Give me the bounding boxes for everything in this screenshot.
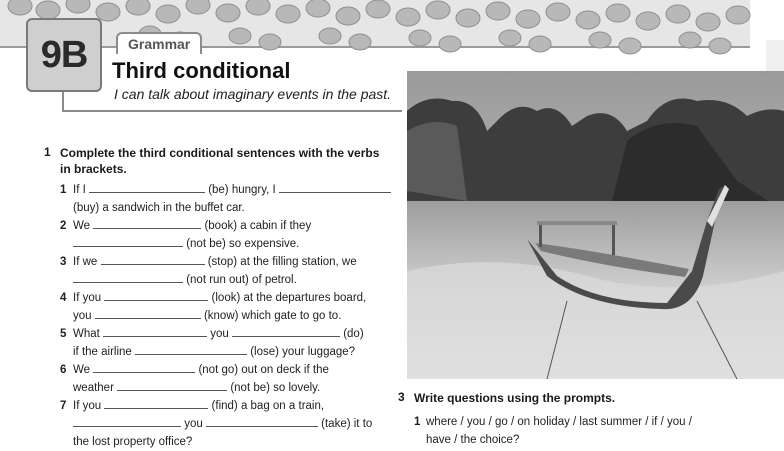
item-2-line-1 <box>73 217 311 235</box>
answer-blank[interactable] <box>73 272 183 283</box>
page-subtitle: I can talk about imaginary events in the past. <box>114 86 392 102</box>
item-number: 4 <box>60 292 67 304</box>
item-4-line-2 <box>73 307 341 325</box>
item-text: you <box>184 418 203 430</box>
item-1-line-2: (buy) a sandwich in the buffet car. <box>73 202 245 214</box>
item-1-line-1 <box>73 181 391 199</box>
answer-blank[interactable] <box>73 236 183 247</box>
item-7-line-3: the lost property office? <box>73 436 193 448</box>
item-text: If you <box>73 292 102 304</box>
item-text: (find) a bag on a train, <box>211 400 325 412</box>
item-text: If I <box>73 184 86 196</box>
answer-blank[interactable] <box>103 326 207 337</box>
page-title: Third conditional <box>112 58 291 83</box>
item-text: (book) a cabin if they <box>204 220 312 232</box>
answer-blank[interactable] <box>279 182 391 193</box>
item-text: (look) at the departures board, <box>211 292 367 304</box>
item-2-line-2 <box>73 235 299 253</box>
exercise-1-number: 1 <box>44 145 51 159</box>
answer-blank[interactable] <box>104 398 208 409</box>
item-number: 7 <box>60 400 67 412</box>
section-tab: Grammar <box>116 32 202 54</box>
item-text: We <box>73 364 91 376</box>
item-text: What <box>73 328 100 340</box>
answer-blank[interactable] <box>73 416 181 427</box>
item-6-line-2 <box>73 379 320 397</box>
item-text: If you <box>73 400 102 412</box>
item-text: If we <box>73 256 98 268</box>
item-number: 2 <box>60 220 67 232</box>
answer-blank[interactable] <box>117 380 227 391</box>
item-7-line-1 <box>73 397 324 415</box>
item-text: you <box>73 310 92 322</box>
title-rule-horizontal <box>62 110 402 112</box>
item-3-line-2 <box>73 271 297 289</box>
answer-blank[interactable] <box>135 344 247 355</box>
item-3-line-1 <box>73 253 357 271</box>
item-text: (take) it to <box>321 418 373 430</box>
item-text: (not run out) of petrol. <box>186 274 297 286</box>
item-number: 6 <box>60 364 67 376</box>
item-text: you <box>210 328 229 340</box>
item-text: (not be) so expensive. <box>186 238 300 250</box>
answer-blank[interactable] <box>206 416 318 427</box>
item-number: 1 <box>60 184 67 196</box>
item-text: weather <box>73 382 114 394</box>
ex3-item-1-line-1: where / you / go / on holiday / last summer / if / you / <box>426 416 692 428</box>
item-text: (know) which gate to go to. <box>203 310 342 322</box>
exercise-3-number: 3 <box>398 390 405 404</box>
item-text: (be) hungry, I <box>208 184 276 196</box>
answer-blank[interactable] <box>232 326 340 337</box>
answer-blank[interactable] <box>101 254 205 265</box>
item-text: (lose) your luggage? <box>250 346 356 358</box>
unit-badge: 9B <box>26 18 102 92</box>
item-7-line-2 <box>73 415 372 433</box>
ex3-item-1-line-2: have / the choice? <box>426 434 520 446</box>
item-number: 3 <box>60 256 67 268</box>
answer-blank[interactable] <box>93 362 195 373</box>
item-number: 1 <box>414 416 421 428</box>
item-text: We <box>73 220 91 232</box>
item-5-line-1 <box>73 325 364 343</box>
item-text: if the airline <box>73 346 132 358</box>
exercise-1-instruction: Complete the third conditional sentences with the verbs in brackets. <box>60 146 380 176</box>
item-text: (not go) out on deck if the <box>198 364 329 376</box>
item-text: (stop) at the filling station, we <box>207 256 357 268</box>
answer-blank[interactable] <box>95 308 201 319</box>
item-4-line-1 <box>73 289 366 307</box>
item-number: 5 <box>60 328 67 340</box>
item-text: (not be) so lovely. <box>230 382 321 394</box>
item-5-line-2 <box>73 343 355 361</box>
title-rule-vertical <box>62 92 64 112</box>
item-6-line-1 <box>73 361 329 379</box>
item-text: (do) <box>343 328 364 340</box>
answer-blank[interactable] <box>93 218 201 229</box>
beach-boat-photo <box>407 71 784 379</box>
answer-blank[interactable] <box>89 182 205 193</box>
answer-blank[interactable] <box>104 290 208 301</box>
header-pattern-band <box>0 0 750 48</box>
exercise-3-instruction: Write questions using the prompts. <box>414 391 616 405</box>
